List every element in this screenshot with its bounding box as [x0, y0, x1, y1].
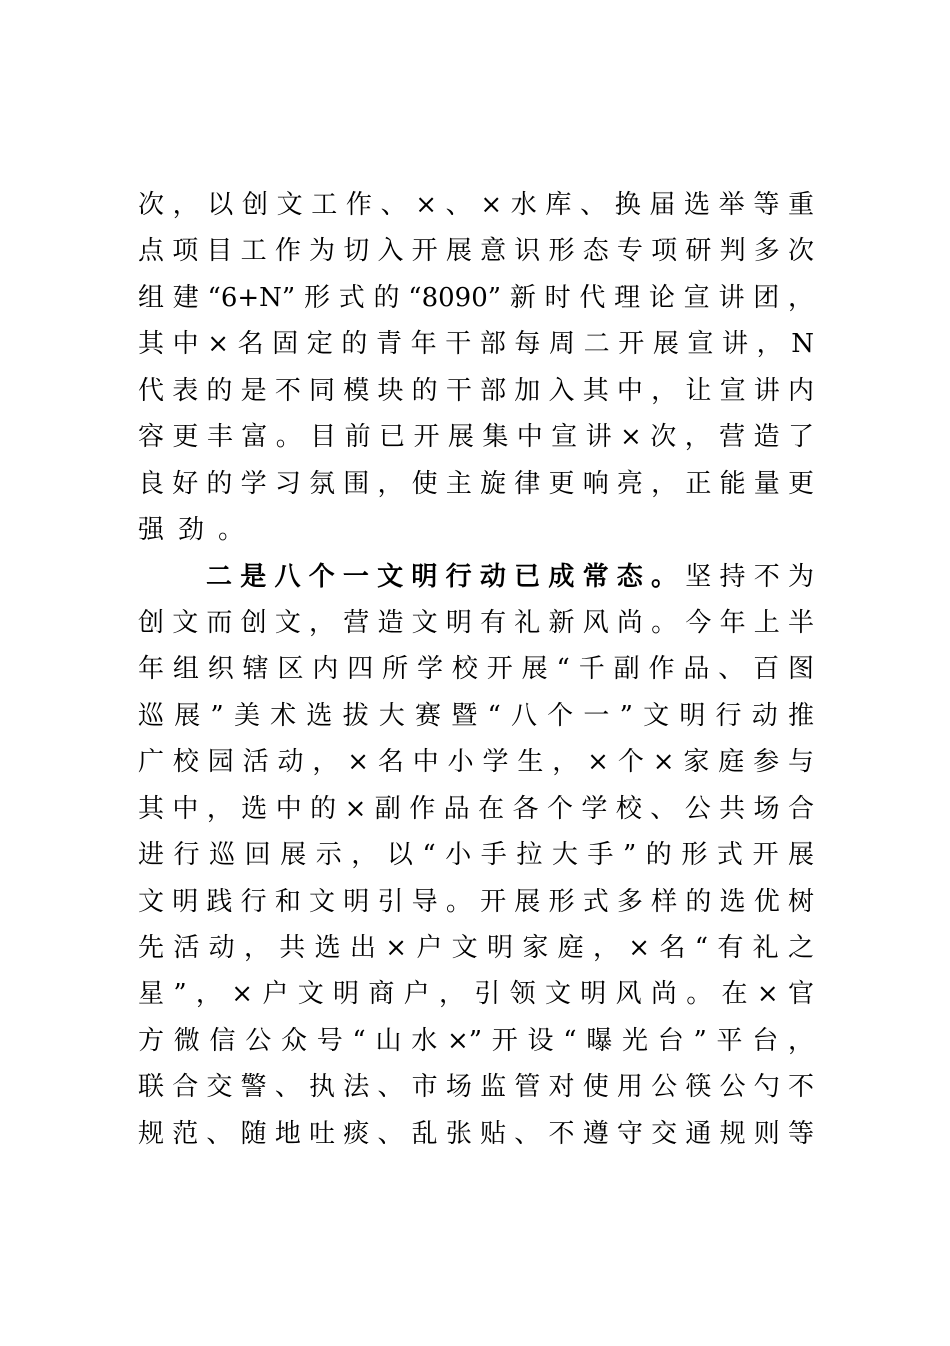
text-line: 先活动，共选出×户文明家庭，×名“有礼之	[138, 933, 814, 963]
text-line: 组建“6+N”形式的“8090”新时代理论宣讲团，	[138, 282, 814, 313]
text-line: 代表的是不同模块的干部加入其中，让宣讲内	[138, 375, 814, 406]
paragraph-heading: 二是八个一文明行动已成常态。	[206, 561, 686, 592]
text-line: 巡展”美术选拔大赛暨“八个一”文明行动推	[138, 700, 814, 731]
text-line: 进行巡回展示，以“小手拉大手”的形式开展	[138, 840, 814, 871]
text-line: 强劲。	[138, 515, 259, 546]
text-line: 星”，×户文明商户，引领文明风尚。在×官	[138, 979, 814, 1010]
text-line: 规范、随地吐痰、乱张贴、不遵守交通规则等	[138, 1118, 814, 1149]
text-line-first	[138, 554, 814, 600]
paragraph-1	[138, 182, 814, 554]
heading-continuation: 坚持不为	[685, 561, 814, 592]
text-line: 方微信公众号“山水×”开设“曝光台”平台，	[138, 1025, 814, 1056]
text-line: 广校园活动，×名中小学生，×个×家庭参与	[138, 747, 814, 778]
text-line: 点项目工作为切入开展意识形态专项研判多次	[138, 236, 814, 267]
text-line: 其中×名固定的青年干部每周二开展宣讲，N	[138, 329, 814, 360]
document-body	[138, 182, 814, 1157]
text-line: 容更丰富。目前已开展集中宣讲×次，营造了	[138, 422, 814, 453]
text-line: 次，以创文工作、×、×水库、换届选举等重	[138, 190, 814, 220]
text-line: 其中，选中的×副作品在各个学校、公共场合	[138, 793, 814, 824]
text-line: 联合交警、执法、市场监管对使用公筷公勺不	[138, 1072, 814, 1103]
paragraph-2	[138, 554, 814, 1158]
text-line: 创文而创文，营造文明有礼新风尚。今年上半	[138, 607, 814, 638]
text-line: 文明践行和文明引导。开展形式多样的选优树	[138, 886, 814, 917]
text-line: 年组织辖区内四所学校开展“千副作品、百图	[138, 654, 814, 685]
text-line: 良好的学习氛围，使主旋律更响亮，正能量更	[138, 468, 814, 499]
